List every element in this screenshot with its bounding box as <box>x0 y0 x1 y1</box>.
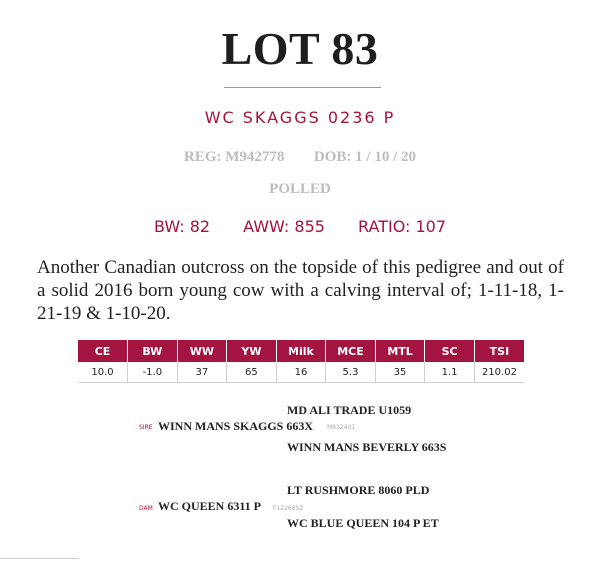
polled-status: POLLED <box>269 181 331 197</box>
epd-value-row <box>78 362 524 383</box>
epd-header-row <box>78 340 524 362</box>
dob-label: DOB: <box>313 149 352 165</box>
epd-value: -1.0 <box>128 362 178 383</box>
sire-dam-name: WINN MANS BEVERLY 663S <box>287 440 447 454</box>
sire-name: WINN MANS SKAGGS 663X <box>158 419 314 433</box>
epd-value: 1.1 <box>425 362 475 383</box>
epd-value: 35 <box>375 362 425 383</box>
dam-reg-number: F1226852 <box>273 505 304 512</box>
dam-dam-name: WC BLUE QUEEN 104 P ET <box>287 516 439 530</box>
epd-value: 10.0 <box>78 362 128 383</box>
animal-name: WC SKAGGS 0236 P <box>204 108 396 127</box>
dob-value: 1 / 10 / 20 <box>355 149 416 165</box>
epd-header: MCE <box>326 340 376 362</box>
lot-title: LOT 83 <box>221 23 379 74</box>
adjusted-weaning-weight: AWW: 855 <box>243 217 325 236</box>
registration-line <box>0 149 600 166</box>
reg-number: M942778 <box>225 149 285 165</box>
epd-value: 5.3 <box>326 362 376 383</box>
epd-value: 65 <box>227 362 277 383</box>
epd-header: BW <box>128 340 178 362</box>
epd-value: 16 <box>276 362 326 383</box>
epd-value: 37 <box>177 362 227 383</box>
reg-label: REG: <box>183 149 222 165</box>
epd-header: SC <box>425 340 475 362</box>
epd-header: YW <box>227 340 277 362</box>
lot-description: Another Canadian outcross on the topside of this pedigree and out of a solid 2016 born young cow with a calving interval of; 1-11-18, 1-21-19 & 1-10-20. <box>37 257 564 324</box>
epd-table <box>78 340 524 383</box>
birth-weight: BW: 82 <box>153 217 211 236</box>
epd-header: MTL <box>375 340 425 362</box>
epd-header: Milk <box>276 340 326 362</box>
weights-line <box>0 217 600 236</box>
epd-header: TSI <box>474 340 524 362</box>
dam-sire-name: LT RUSHMORE 8060 PLD <box>287 483 430 497</box>
epd-header: CE <box>78 340 128 362</box>
title-divider <box>224 87 381 88</box>
epd-value: 210.02 <box>474 362 524 383</box>
footer-divider <box>0 558 79 559</box>
sire-reg-number: M932401 <box>327 424 356 431</box>
dam-label: DAM <box>139 505 153 512</box>
dam-name: WC QUEEN 6311 P <box>158 499 262 513</box>
weaning-ratio: RATIO: 107 <box>358 217 447 236</box>
epd-header: WW <box>177 340 227 362</box>
sire-label: SIRE <box>139 424 153 431</box>
sire-sire-name: MD ALI TRADE U1059 <box>287 403 412 417</box>
